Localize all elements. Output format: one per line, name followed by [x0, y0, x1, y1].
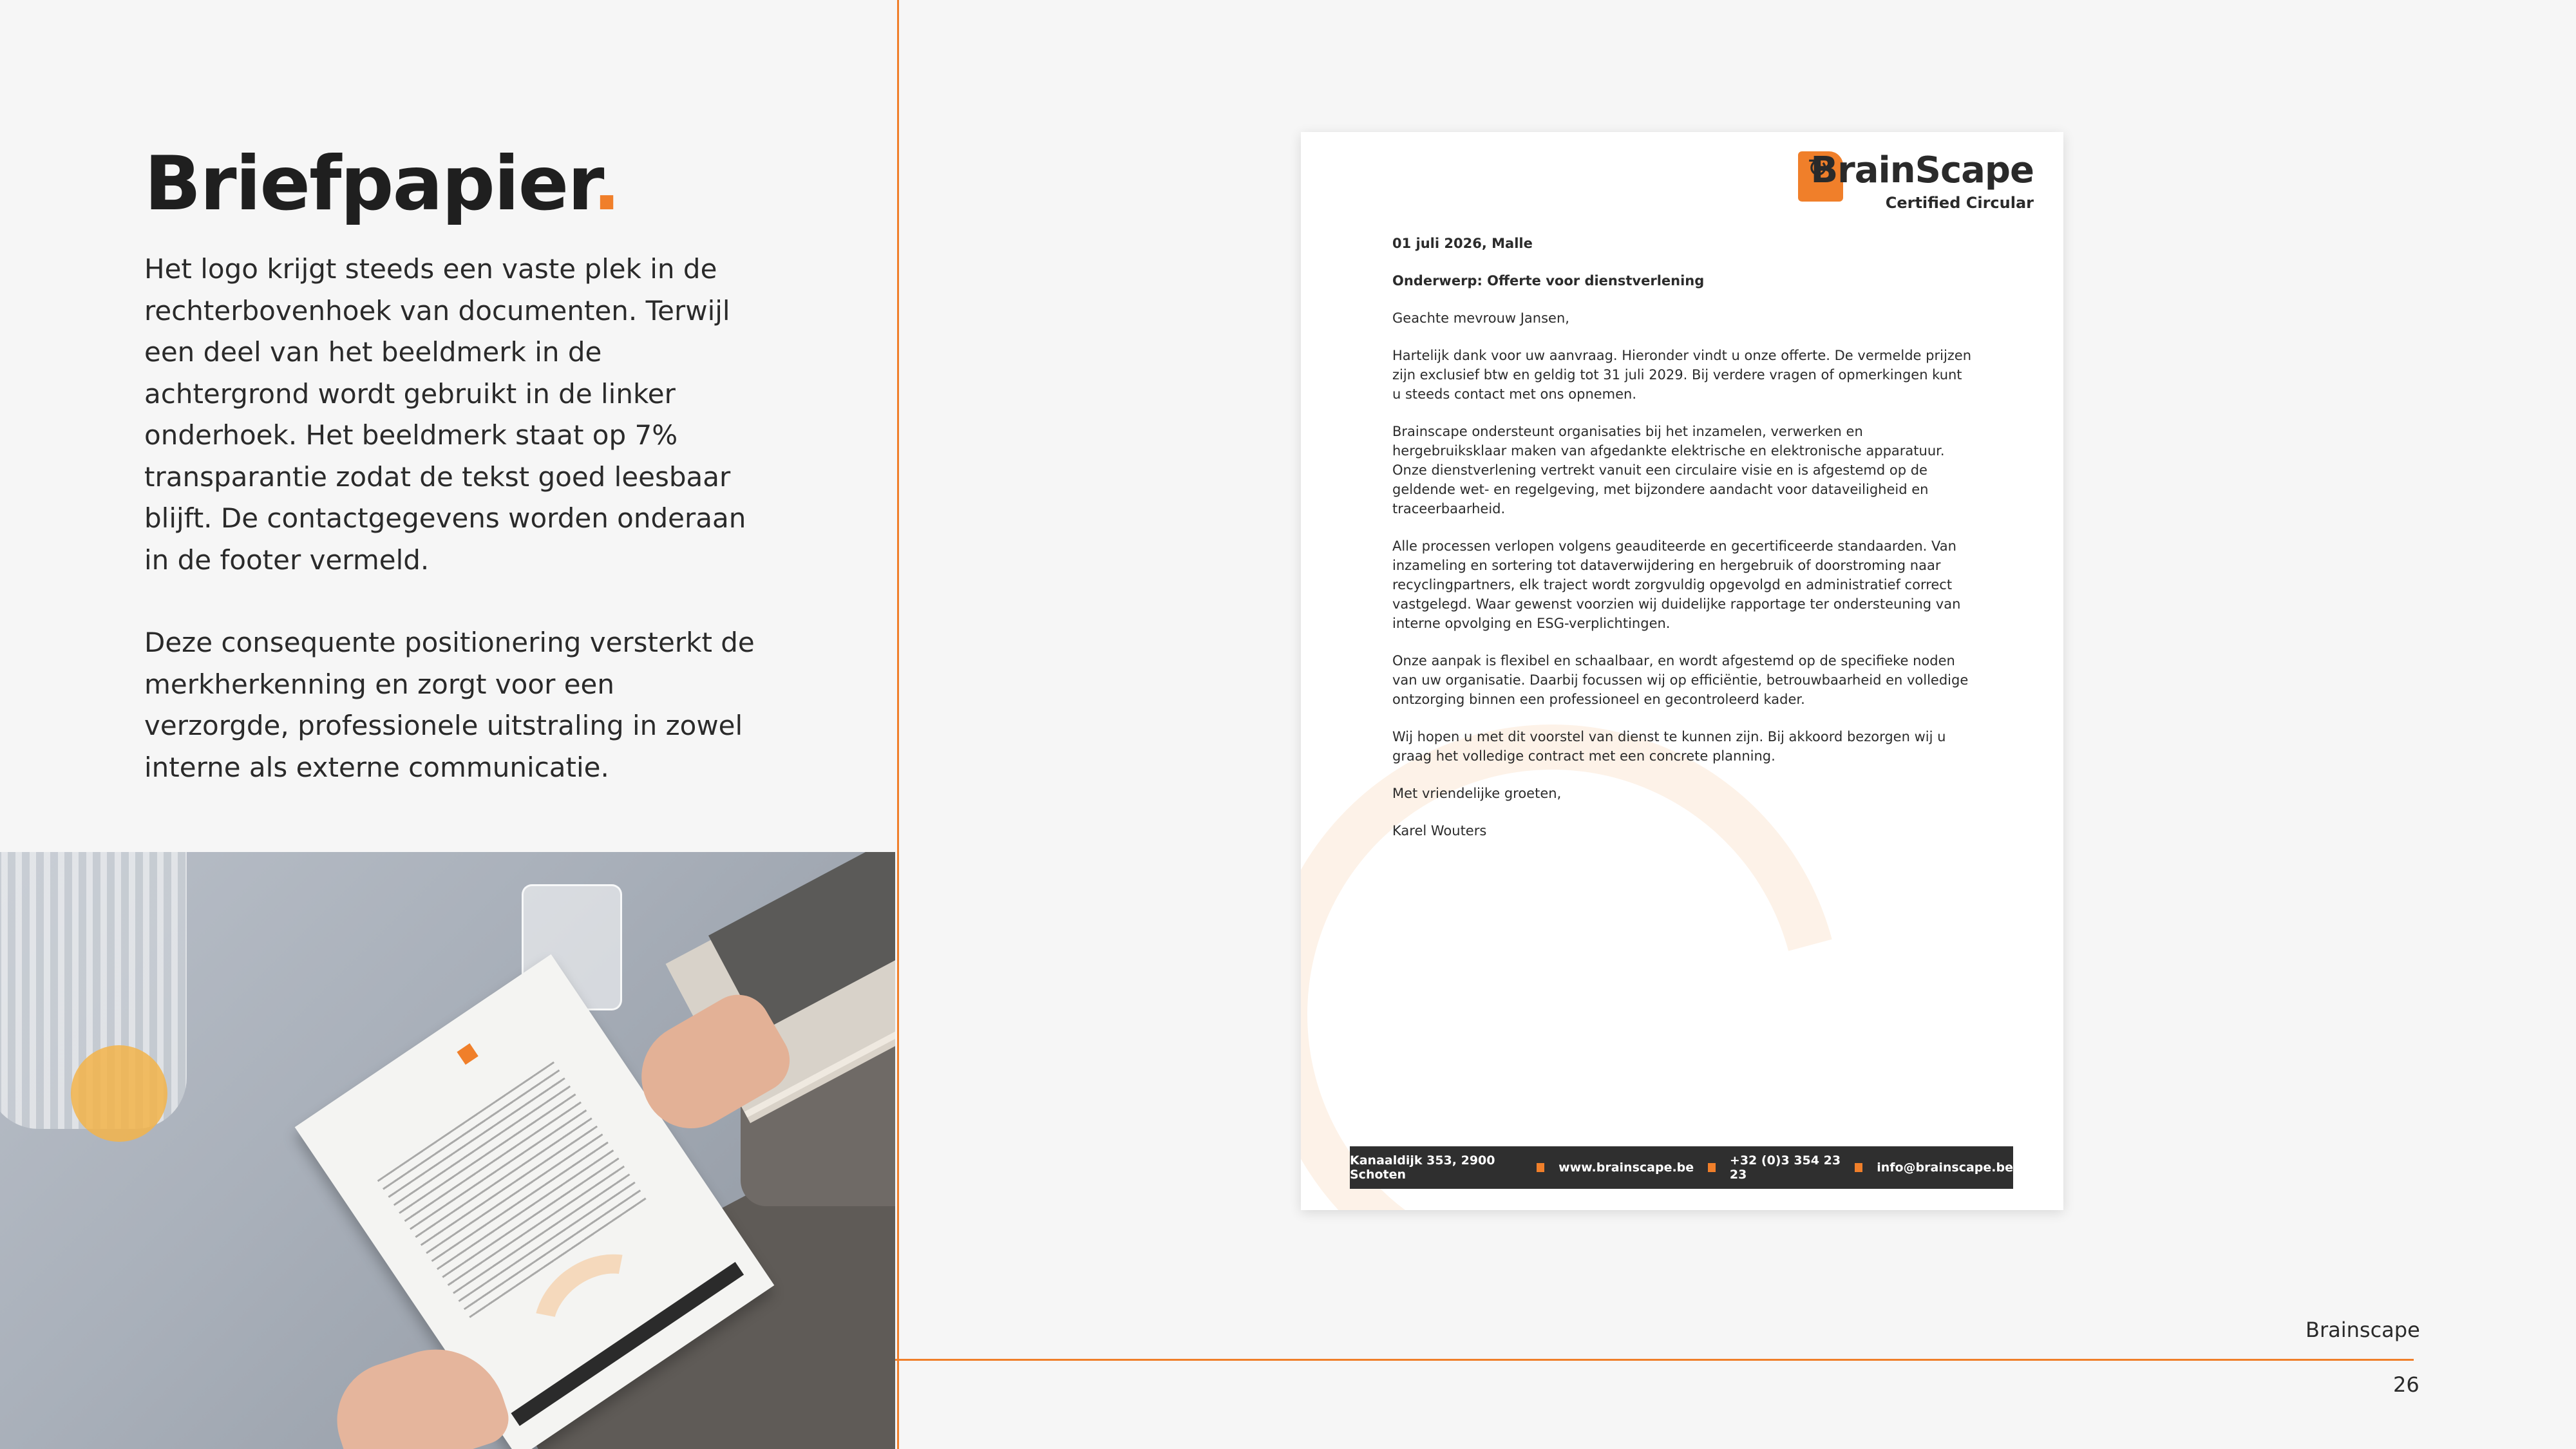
footer-separator-icon — [1855, 1163, 1862, 1172]
letter-brand — [1810, 149, 2034, 212]
letter-subject: Onderwerp: Offerte voor dienstverlening — [1392, 273, 1705, 289]
letter-paragraph-3: Alle processen verlopen volgens geauditeerde en gecertificeerde standaarden. Van inzameling en sortering tot dataverwijdering en hergebruik of doorstroming naar recyclingpartners, elk traject wordt zorgvuldig opgevolgd en administratief correct vastgelegd. Waar gewenst voorzien wij duidelijke rapportage ter ondersteuning van interne opvolging en ESG-verplichtingen. — [1392, 538, 1961, 631]
vertical-divider-line — [897, 0, 899, 1449]
letter-date: 01 juli 2026, Malle — [1392, 236, 1533, 251]
letter-paragraph-1: Hartelijk dank voor uw aanvraag. Hieronder vindt u onze offerte. De vermelde prijzen zijn exclusief btw en geldig tot 31 juli 2029. Bij verdere vragen of opmerkingen kunt u steeds contact met ons opnemen. — [1392, 348, 1972, 402]
letter-paragraph-5: Wij hopen u met dit voorstel van dienst te kunnen zijn. Bij akkoord bezorgen wij u graag het volledige contract met een concrete planning. — [1392, 729, 1946, 764]
intro-paragraph-1: Het logo krijgt steeds een vaste plek in de rechterbovenhoek van documenten. Terwijl een deel van het beeldmerk in de achtergrond wordt gebruikt in de linker onderhoek. Het beeldmerk staat op 7% transparantie zodat de tekst goed leesbaar blijft. De contactgegevens worden onderaan in de footer vermeld. — [144, 253, 746, 576]
letter-salutation: Geachte mevrouw Jansen, — [1392, 310, 1569, 326]
letter-signature: Karel Wouters — [1392, 823, 1487, 838]
letter-footer-bar — [1350, 1146, 2013, 1189]
letter-closing: Met vriendelijke groeten, — [1392, 786, 1562, 801]
footer-separator-icon — [1708, 1163, 1716, 1172]
photo-orange-slice — [71, 1045, 167, 1142]
brand-name: BrainScape — [1810, 149, 2034, 191]
letterhead-mockup — [1301, 132, 2063, 1210]
page-number: 26 — [2393, 1372, 2420, 1397]
page-footer-brand: Brainscape — [2306, 1318, 2420, 1342]
letter-body — [1392, 234, 1972, 858]
letter-paragraph-4: Onze aanpak is flexibel en schaalbaar, en wordt afgestemd op de specifieke noden van uw organisatie. Daarbij focussen wij op efficiëntie, betrouwbaarheid en volledige ontzorging binnen een professioneel en gecontroleerd kader. — [1392, 653, 1969, 707]
photo-letter-logo — [475, 994, 551, 1055]
title-accent-dot: . — [592, 140, 620, 227]
letterhead-photo — [0, 852, 895, 1449]
brand-tagline: Certified Circular — [1885, 194, 2034, 212]
letter-paragraph-2: Brainscape ondersteunt organisaties bij het inzamelen, verwerken en hergebruiksklaar maken van afgedankte elektrische en elektronische apparatuur. Onze dienstverlening vertrekt vanuit een circulaire visie en is afgestemd op de geldende wet- en regelgeving, met bijzondere aandacht voor dataveiligheid en traceerbaarheid. — [1392, 424, 1945, 516]
footer-website: www.brainscape.be — [1558, 1160, 1694, 1175]
footer-address: Kanaaldijk 353, 2900 Schoten — [1350, 1153, 1495, 1182]
page-title: Briefpapier. — [144, 140, 620, 227]
footer-separator-icon — [1537, 1163, 1544, 1172]
intro-paragraph-2: Deze consequente positionering versterkt de merkherkenning en zorgt voor een verzorgde, professionele uitstraling in zowel interne als externe communicatie. — [144, 627, 755, 783]
footer-phone: +32 (0)3 354 23 23 — [1729, 1153, 1841, 1182]
intro-text — [144, 249, 762, 829]
footer-email: info@brainscape.be — [1877, 1160, 2013, 1175]
